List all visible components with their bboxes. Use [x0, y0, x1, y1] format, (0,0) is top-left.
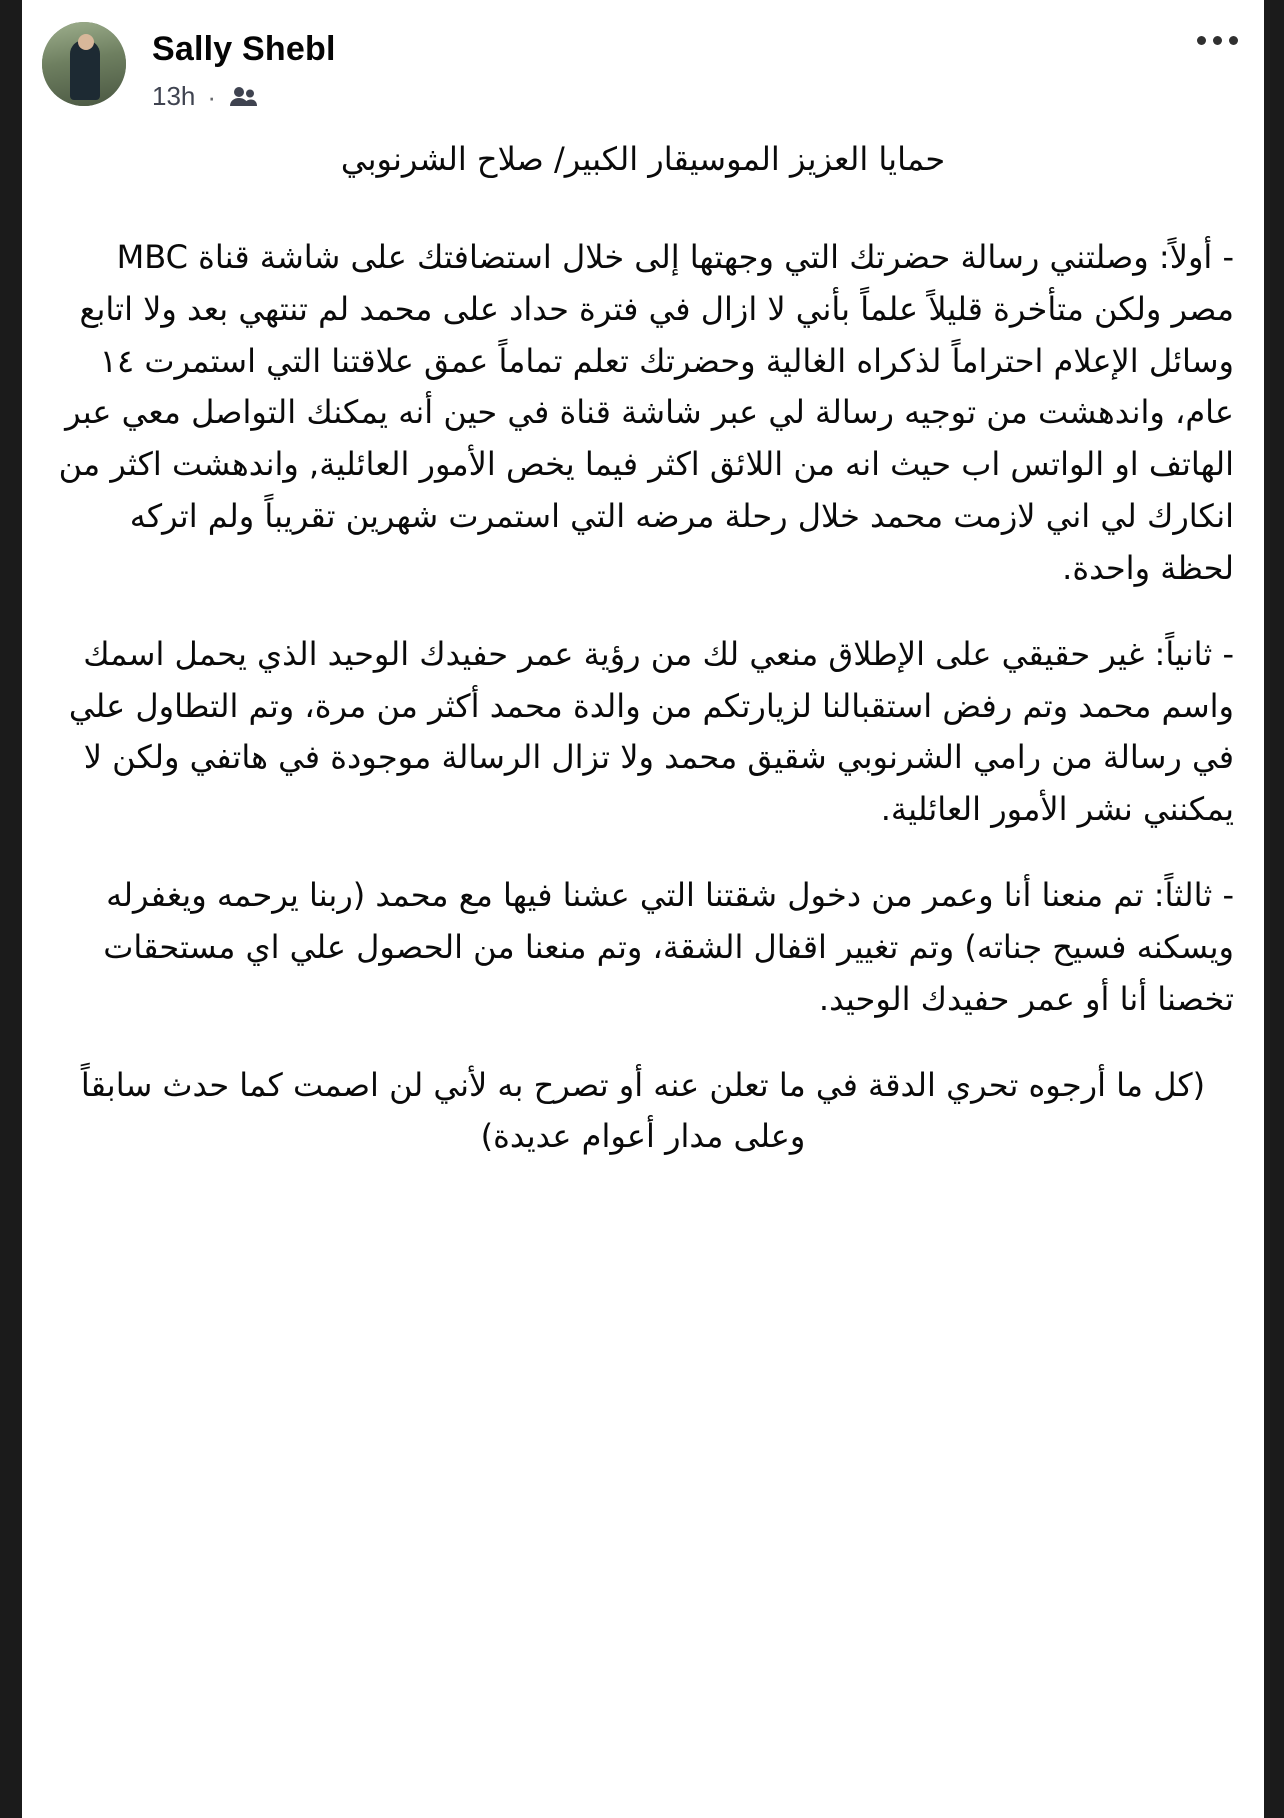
post-paragraph-4: - ثالثاً: تم منعنا أنا وعمر من دخول شقتنا التي عشنا فيها مع محمد (ربنا يرحمه ويغفرله ويسكنه فسيح جناته) وتم تغيير اقفال الشقة، وتم منعنا من الحصول علي اي مستحقات تخصنا أنا أو عمر حفيدك الوحيد.	[103, 876, 1234, 1018]
more-dot-1	[1197, 36, 1206, 45]
post-paragraph-2: - أولاً: وصلتني رسالة حضرتك التي وجهتها إلى خلال استضافتك على شاشة قناة MBC مصر ولكن متأخرة قليلاً علماً بأني لا ازال في فترة حداد على محمد لم تنتهي بعد ولا اتابع وسائل الإعلام احتراماً لذكراه الغالية وحضرتك تعلم تماماً عمق علاقتنا التي استمرت ١٤ عام، واندهشت من توجيه رسالة لي عبر شاشة قناة في حين أنه يمكنك التواصل معي عبر الهاتف او الواتس اب حيث انه من اللائق اكثر فيما يخص الأمور العائلية, واندهشت اكثر من انكارك لي اني لازمت محمد خلال رحلة مرضه التي استمرت شهرين تقريباً ولم اتركه لحظة واحدة.	[58, 237, 1234, 587]
post-text	[22, 116, 1264, 1203]
post-header	[22, 0, 1264, 116]
more-dot-3	[1229, 36, 1238, 45]
post-header-text	[152, 22, 336, 112]
avatar-figure-head	[78, 34, 94, 50]
left-edge-strip	[0, 0, 22, 1818]
post-paragraph-5: (كل ما أرجوه تحري الدقة في ما تعلن عنه أو تصرح به لأني لن اصمت كما حدث سابقاً وعلى مدار أعوام عديدة)	[80, 1065, 1206, 1156]
post-timestamp[interactable]: 13h	[152, 81, 196, 112]
avatar[interactable]	[42, 22, 126, 106]
author-name[interactable]: Sally Shebl	[152, 30, 336, 68]
post-meta	[152, 81, 336, 112]
more-options-icon[interactable]	[1197, 36, 1238, 45]
post-paragraph-3: - ثانياً: غير حقيقي على الإطلاق منعي لك من رؤية عمر حفيدك الوحيد الذي يحمل اسمك واسم محمد وتم رفض استقبالنا لزيارتكم من والدة محمد أكثر من مرة، وتم التطاول علي في رسالة من رامي الشرنوبي شقيق محمد ولا تزال الرسالة موجودة في هاتفي ولكن لا يمكنني نشر الأمور العائلية.	[68, 634, 1234, 829]
friends-icon[interactable]	[228, 85, 258, 109]
right-edge-strip	[1264, 0, 1284, 1818]
post-paragraph-1: حمايا العزيز الموسيقار الكبير/ صلاح الشرنوبي	[340, 140, 946, 179]
meta-separator: ·	[207, 81, 217, 112]
post-card	[22, 0, 1264, 1203]
more-dot-2	[1213, 36, 1222, 45]
